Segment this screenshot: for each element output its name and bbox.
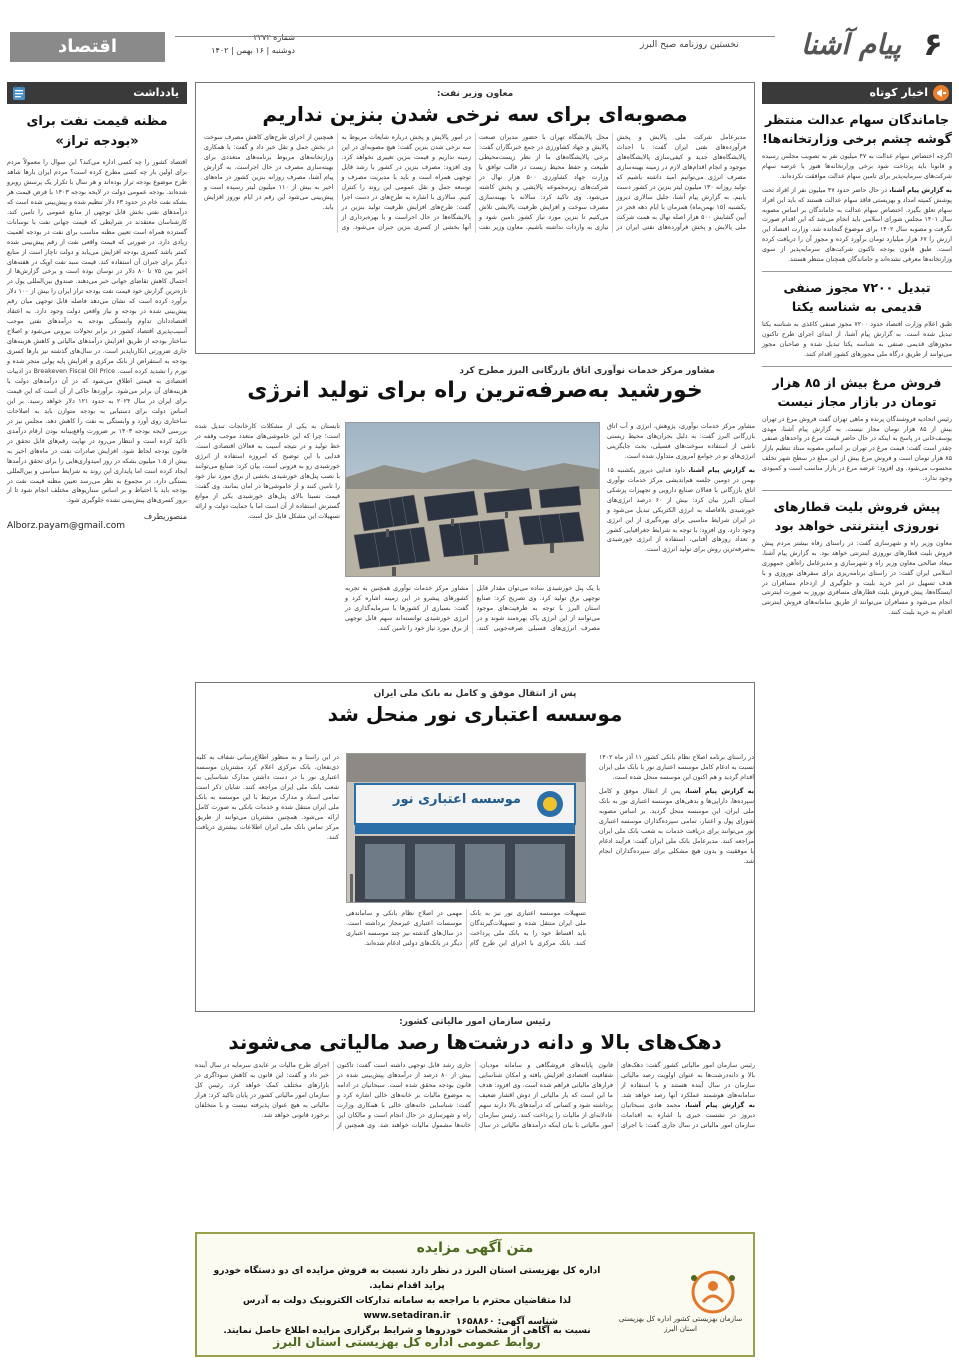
brief-body: رئیس اتحادیه فروشندگان پرنده و ماهی تهران گفت فروش مرغ در تهران بیش از ۸۵ هزار تومان مجاز نیست. به گزارش پیام آشنا، مهدی یوسف‌خانی در پاسخ به اینکه در حال حاضر قیمت مرغ در واحدهای صنفی چقدر است گفت: قیمت مرغ در تهران بر اساس مصوبه ستاد تنظیم بازار ۸۵ هزار تومان است و فروش مرغ بیش از این مبلغ در سطح شهر تخلف محسوب می‌شود. وی افزود: عرضه مرغ در بازار مناسب است و کمبودی وجود ندارد.: [762, 415, 952, 483]
article-headline: مصوبه‌ای برای سه نرخی شدن بنزین نداریم: [262, 102, 688, 126]
article-text: داود فدایی دیروز یکشنبه ۱۵ بهمن در دومین جلسه هم‌اندیشی مرکز خدمات نوآوری اتاق بازرگانی با فعالان صنایع دارویی و تجهیزات پزشکی استان البرز بیان کرد: بیش از ۶۰ درصد انرژی‌های خورشیدی بلافاصله به انرژی الکتریکی تبدیل می‌شود و در ایران شرایط مناسبی برای بهره‌گیری از این انرژی وجود دارد. وی افزود: با توجه به شرایط جغرافیایی کشور و تعداد روزهای آفتابی، استفاده از انرژی خورشیدی به‌صرفه‌ترین روش برای تولید انرژی است.: [607, 466, 755, 554]
article-under-photo-text: [346, 909, 586, 1009]
auction-ad: [195, 1232, 755, 1357]
ad-text: [212, 1264, 602, 1339]
note-headline: مظنه قیمت نفت برای «بودجه تراز»: [26, 114, 168, 149]
article-headline: خورشید به‌صرفه‌ترین راه برای تولید انرژی: [247, 378, 703, 403]
note-author: منصوریطرف: [143, 512, 187, 522]
news-brief-column: [762, 82, 952, 1357]
brief-item: [762, 497, 952, 618]
brief-text: در حال حاضر حدود ۴۷ میلیون نفر از افراد تحت پوشش کمیته امداد و بهزیستی فاقد سهام عدالت هستند که باید این افراد سهام تعلق بگیرد. اختصاص سهام عدالت به جاماندگان بر اساس مصوبه سال ۱۴۰۱ مجلس شورای اسلامی باید انجام می‌شد که این اقدام صورت نگرفت و مصوبه سال ۱۴۰۲ برای موضوع گنجانده شد. وزارت اقتصاد این ارزش را ۶۷ هزار میلیارد تومان برآورد کرده و مجوز آن را دریافت کرده است. طبق قانون بودجه تاکنون شرکت‌های سرمایه‌پذیر از سوی وزارتخانه‌ها معرفی نشده‌اند و جاماندگان همچنان منتظر هستند.: [762, 186, 952, 264]
article-text: محمد هادی سبحانیان دیروز در نشست خبری با اشاره به اقدامات سازمان امور مالیاتی در سال جاری گفت: با اجرای قانون پایانه‌های فروشگاهی و سامانه مودیان، شفافیت اقتصادی افزایش یافته و امکان شناسایی فرارهای مالیاتی فراهم شده است. وی افزود: هدف ما این است که بار مالیاتی از دوش اقشار ضعیف برداشته شود و کسانی که درآمدهای بالا دارند سهم عادلانه‌ای از مالیات را پرداخت کنند. رئیس سازمان امور مالیاتی با بیان اینکه درآمدهای مالیاتی در سال جاری رشد قابل توجهی داشته است گفت: تاکنون بیش از ۸۰ درصد از درآمدهای پیش‌بینی شده در قانون بودجه محقق شده است. سبحانیان در ادامه به موضوع مالیات بر خانه‌های خالی اشاره کرد و گفت: شناسایی خانه‌های خالی با همکاری وزارت راه و شهرسازی در حال انجام است و مالکان این خانه‌ها مشمول مالیات خواهند شد. وی همچنین از اجرای طرح مالیات بر عایدی سرمایه در سال آینده خبر داد و گفت: این قانون به کاهش سوداگری در بازارهای مختلف کمک خواهد کرد. رئیس کل سازمان امور مالیاتی کشور در پایان تاکید کرد: فرار مالیاتی به هیچ عنوان پذیرفته نیست و با متخلفان برخورد قانونی خواهد شد.: [195, 1062, 755, 1129]
ad-line-text: لذا متقاضیان محترم با مراجعه به سامانه تدارکات الکترونیک دولت به آدرس: [242, 1296, 572, 1306]
branch-building-image: [346, 754, 585, 903]
newspaper-logo: پیام آشنا: [800, 28, 902, 61]
article-lead: به گزارش پیام آشنا،: [684, 787, 754, 795]
article-body: [599, 787, 754, 867]
welfare-logo-text: سازمان بهزیستی کشور اداره کل بهزیستی استان البرز: [618, 1315, 743, 1333]
issue-date: دوشنبه | ۱۶ بهمن | ۱۴۰۲: [211, 46, 295, 55]
article-lead: به گزارش پیام آشنا،: [688, 466, 755, 474]
brief-item: [762, 110, 952, 182]
brief-item: [762, 186, 952, 265]
article-intro: در راستای برنامه اصلاح نظام بانکی کشور ۱۱ آذر ماه ۱۴۰۲ نسبت به ادغام کامل موسسه اعتباری نور با بانک ملی ایران اقدام گردید و هم اکنون این موسسه منحل شده است.: [599, 754, 754, 781]
brief-lead: به گزارش پیام آشنا،: [889, 186, 952, 194]
article-kicker: رئیس سازمان امور مالیاتی کشور:: [399, 1017, 551, 1027]
article-kicker: معاون وزیر نفت:: [436, 89, 514, 99]
brief-headline: فروش مرغ بیش از ۸۵ هزار تومان در بازار مجاز نیست: [772, 374, 942, 409]
brief-body: طبق اعلام وزارت اقتصاد حدود ۷۲۰۰ مجوز صنفی کاغذی به شناسه یکتا تبدیل شده است. به گزارش پیام آشنا، از ابتدای اجرای طرح تاکنون مجوزهای قدیمی صنفی به شناسه یکتا تبدیل شده و صاحبان مجوز می‌توانند از طریق درگاه ملی مجوزهای کشور اقدام کنند.: [762, 320, 952, 358]
article-body: با یک پنل خورشیدی ساده می‌توان مقدار قابل توجهی برق تولید کرد. وی تصریح کرد: صنایع استان البرز با توجه به ظرفیت‌های موجود می‌توانند از این انرژی پاک بهره‌مند شوند و در مصرف انرژی‌های فسیلی صرفه‌جویی کنند. مشاور مرکز خدمات نوآوری همچنین به تجربه کشورهای پیشرو در این زمینه اشاره کرد و گفت: بسیاری از کشورها با سرمایه‌گذاری در انرژی خورشیدی توانسته‌اند سهم قابل توجهی از برق مورد نیاز خود را تامین کنند.: [345, 585, 600, 632]
article-gasoline: [195, 82, 755, 354]
solar-panels-photo: [345, 422, 600, 577]
note-column: [7, 82, 187, 1357]
page-number: ۶: [923, 25, 943, 63]
article-kicker: پس از انتقال موفق و کامل به بانک ملی ایران: [373, 689, 577, 699]
article-solar: [195, 362, 755, 682]
article-body: در این راستا و به منظور اطلاع‌رسانی شفاف به کلیه ذی‌نفعان، بانک مرکزی اعلام کرد مشتریان موسسه اعتباری نور با در دست داشتن مدارک شناسایی به شعب بانک ملی ایران مراجعه کنند. شایان ذکر است تمامی اسناد و مدارک مرتبط با این موسسه به بانک ملی ایران منتقل شده و خدمات بانکی به صورت کامل ارائه می‌شود. همچنین مشتریان می‌توانند از طریق مرکز تماس بانک ملی ایران اطلاعات بیشتری دریافت کنند.: [196, 754, 339, 841]
solar-farm-image: [345, 423, 599, 577]
notepad-icon: [11, 85, 27, 101]
brief-body: معاون وزیر راه و شهرسازی گفت: در راستای رفاه بیشتر مردم پیش فروش بلیت قطارهای نوروزی اینترنتی خواهد بود. به گزارش پیام آشنا، میعاد صالحی معاون وزیر راه و شهرسازی و مدیرعامل راه‌آهن جمهوری اسلامی ایران گفت: در راستای برنامه‌ریزی برای سفرهای نوروزی و با هدف تسهیل در امر خرید بلیت و جلوگیری از ازدحام مسافران در ایستگاه‌ها، پیش فروش بلیت قطارهای مسافری نوروز به صورت اینترنتی انجام می‌شود و مسافران می‌توانند از طریق سامانه‌های فروش اینترنتی اقدام به خرید بلیت کنند.: [762, 539, 952, 617]
article-headline: موسسه اعتباری نور منحل شد: [327, 702, 623, 726]
article-left-text: [196, 753, 339, 1008]
article-body: مدیرعامل شرکت ملی پالایش و پخش فرآورده‌های نفتی ایران گفت: با احداث پالایشگاه‌های جدید و کیفی‌سازی پالایشگاه‌های موجود و انجام اقدام‌های لازم در زمینه بهینه‌سازی مصرف انرژی می‌توانیم امید داشته باشیم که تولید روزانه ۱۳۰ میلیون لیتر بنزین در کشور دست یابیم. به گزارش پیام آشنا، جلیل سالاری دیروز یکشنبه (۱۵ بهمن‌ماه) همزمان با ایام دهه فجر در آیین گشایش ۵۰۰ هزار اصله نهال به همت شرکت ملی پالایش و پخش فرآورده‌های نفتی ایران در محل پالایشگاه تهران با حضور مدیران صنعت پالایش و جهاد کشاورزی در جمع خبرنگاران گفت: برخی پالایشگاه‌های ما از نظر زیست‌محیطی طبیعت و حفظ محیط زیست در قالب توافق با وزارت جهاد کشاورزی ۵۰۰ هزار نهال در شرکت‌های زیرمجموعه پالایشی و پخش کاشته می‌شود. وی تاکید کرد: سالانه با بهینه‌سازی مصرف سوخت و افزایش ظرفیت پالایشی تلاش می‌کنیم تا بنزین مورد نیاز کشور تامین شود و نیازی به واردات نداشته باشیم. معاون وزیر نفت در امور پالایش و پخش درباره شایعات مربوط به سه نرخی شدن بنزین گفت: هیچ مصوبه‌ای در این زمینه نداریم و قیمت بنزین تغییری نخواهد کرد. وی افزود: مصرف بنزین در کشور با رشد قابل توجهی همراه است و باید با مدیریت مصرف و توسعه حمل و نقل عمومی این روند را کنترل کنیم. سالاری با اشاره به طرح‌های در دست اجرا گفت: طرح‌های افزایش ظرفیت تولید بنزین در پالایشگاه‌ها در حال اجراست و با بهره‌برداری از آنها بخشی از کسری بنزین جبران می‌شود. وی همچنین از اجرای طرح‌های کاهش مصرف سوخت در بخش حمل و نقل خبر داد و گفت: با همکاری وزارتخانه‌های مربوط برنامه‌های متعددی برای بهینه‌سازی مصرف در حال اجراست. به گزارش پیام آشنا، مصرف روزانه بنزین کشور در ماه‌های اخیر به بیش از ۱۱۰ میلیون لیتر رسیده است و پیش‌بینی می‌شود این رقم در ایام نوروز افزایش یابد.: [204, 134, 747, 231]
ad-line: نسبت به آگاهی از مشخصات خودروها و شرایط برگزاری مزایده اطلاع حاصل نمایند.: [223, 1326, 591, 1336]
ad-signature: روابط عمومی اداره کل بهزیستی استان البرز: [273, 1335, 541, 1349]
issue-number: شماره ۲۲۷۲: [253, 33, 295, 42]
masthead-divider: [175, 36, 775, 37]
article-credit-institution: [195, 682, 755, 1012]
article-intro: مشاور مرکز خدمات نوآوری، پژوهش، انرژی و آب اتاق بازرگانی البرز گفت: به دلیل بحران‌های محیط زیستی ناشی از استفاده سوخت‌های فسیلی، بحث جایگزینی انرژی‌های نو در جوامع امروزی متداول شده است.: [607, 423, 755, 460]
article-headline: دهک‌های بالا و دانه درشت‌ها رصد مالیاتی می‌شوند: [228, 1030, 722, 1054]
article-lead: به گزارش پیام آشنا،: [685, 1101, 755, 1109]
ad-code: شناسه آگهی: ۱۶۵۸۸۶۰: [456, 1317, 558, 1327]
note-header: [7, 82, 187, 104]
article-intro: رئیس سازمان امور مالیاتی کشور گفت: دهک‌های بالا و دانه‌درشت‌ها به عنوان اولویت رصد مالیاتی سازمان در سال آینده هستند و با استفاده از سامانه‌های هوشمند عملکرد آنها رصد خواهد شد.: [621, 1062, 755, 1099]
ad-url[interactable]: www.setadiran.ir: [363, 1311, 451, 1321]
section-label: اقتصاد: [10, 32, 165, 62]
brief-headline: تبدیل ۷۲۰۰ مجوز صنفی قدیمی به شناسه یکتا: [783, 279, 931, 314]
masthead: [0, 0, 959, 72]
article-under-photo-text: [345, 584, 600, 679]
article-body: تسهیلات موسسه اعتباری نور نیز به بانک ملی ایران منتقل شده و تسهیلات‌گیرندگان باید اقساط خود را به بانک ملی پرداخت کنند. بانک مرکزی با اجرای این طرح گام مهمی در اصلاح نظام بانکی و ساماندهی موسسات اعتباری غیرمجاز برداشته است. در سال‌های گذشته نیز چند موسسه اعتباری دیگر در بانک‌های دولتی ادغام شده‌اند.: [346, 910, 586, 947]
article-left-text: [195, 422, 340, 677]
brief-headline: پیش فروش بلیت قطارهای نوروزی اینترنتی خواهد بود: [773, 498, 941, 533]
bank-branch-photo: [346, 753, 586, 903]
note-header-title: یادداشت: [133, 86, 179, 99]
brief-item: [762, 278, 952, 360]
brief-item: [762, 373, 952, 484]
article-right-text: [607, 422, 755, 677]
divider: [762, 366, 952, 367]
article-tax: [195, 1017, 755, 1227]
article-body: تابستان به یکی از مشکلات کارخانجات تبدیل شده است؛ چرا که این خاموشی‌های متعدد موجب وقفه در خط تولید و در نتیجه آسیب به فعالان اقتصادی است. فدایی با این توضیح که امروزه استفاده از انرژی خورشیدی رو به فزونی است، بیان کرد: صنایع می‌توانند با نصب پنل‌های خورشیدی بخشی از برق مورد نیاز خود را تامین کنند و از خاموشی‌ها در امان بمانند. وی گفت: قیمت نسبتا بالای پنل‌های خورشیدی یکی از موانع گسترش استفاده از آن است اما با حمایت دولت و ارائه تسهیلات این مشکل قابل حل است.: [195, 423, 340, 520]
issue-info: [185, 31, 295, 57]
branch-sign-text: موسسه اعتباری نور: [393, 792, 521, 807]
news-brief-header: [762, 82, 952, 104]
ad-line: اداره کل بهزیستی استان البرز در نظر دارد نسبت به فروش مزایده ای دو دستگاه خودرو پراید اقدام نماید.: [213, 1266, 601, 1291]
contact-email[interactable]: Alborz.payam@gmail.com: [7, 521, 126, 532]
news-brief-title: اخبار کوتاه: [869, 86, 928, 99]
ad-title: متن آگهی مزایده: [416, 1240, 534, 1256]
brief-headline: جاماندگان سهام عدالت منتظر گوشه چشم برخی وزارتخانه‌ها!: [762, 112, 952, 146]
megaphone-icon: [933, 85, 949, 101]
note-body: اقتصاد کشور را چه کسی اداره می‌کند؟ این سوال را معمولاً مردم برای اولین بار چه کسی مطرح کرده است؟ مردم ایران بارها شاهد طرح موضوع بودجه تراز بوده‌اند و هر سال با تکرار یک پرسش روبرو شده‌اند. بودجه عمومی دولت در لایحه بودجه ۱۴۰۳ با فرض قیمت هر بشکه نفت خام در حدود ۶۳ دلار تنظیم شده و پیش‌بینی شده است که درآمدهای نفتی بخش قابل توجهی از منابع عمومی را تامین کند. کارشناسان معتقدند در شرایطی که قیمت جهانی نفت با نوسانات گسترده همراه است تعیین مظنه مناسب برای نفت در بودجه اهمیت زیادی دارد. در صورتی که قیمت واقعی نفت از رقم پیش‌بینی شده کمتر باشد کسری بودجه افزایش می‌یابد و دولت ناچار است از منابع دیگر برای جبران آن استفاده کند. قیمت سبد نفت اوپک در هفته‌های اخیر بین ۷۵ تا ۸۰ دلار در نوسان بوده است و برخی گزارش‌ها از احتمال کاهش تقاضای جهانی خبر می‌دهند. صندوق بین‌المللی پول در تازه‌ترین گزارش خود قیمت نفت بودجه تراز ایران را بیش از ۱۰۰ دلار برآورد کرده است که نشان می‌دهد فاصله قابل توجهی میان رقم پیش‌بینی شده در بودجه و نیاز واقعی دولت وجود دارد. به اعتقاد اقتصاددانان تداوم وابستگی بودجه به درآمدهای نفتی موجب آسیب‌پذیری اقتصاد کشور در برابر تحولات بیرونی می‌شود و اصلاح ساختار بودجه از طریق افزایش درآمدهای مالیاتی و کاهش هزینه‌های جاری ضرورتی انکارناپذیر است. در سال‌های گذشته نیز بارها کسری بودجه به استقراض از بانک مرکزی و افزایش پایه پولی منجر شده و تورم را تشدید کرده است. Breakeven Fiscal Oil Price در ادبیات اقتصادی به قیمتی اطلاق می‌شود که در آن درآمدهای دولت با هزینه‌های آن برابر می‌شود. برآوردها حاکی از آن است که این قیمت برای ایران در سال ۲۰۲۴ به حدود ۱۲۱ دلار خواهد رسید. بر این اساس دولت برای دستیابی به بودجه متوازن باید به اصلاحات ساختاری روی آورد و وابستگی به نفت را کاهش دهد. مجلس نیز در بررسی لایحه بودجه ۱۴۰۳ بر ضرورت واقع‌بینانه بودن ارقام درآمدی تاکید کرده است و انتظار می‌رود در نهایت رقم‌های قابل تحقق در قانون بودجه لحاظ شود. افزایش صادرات نفت در ماه‌های اخیر به بیش از ۱.۵ میلیون بشکه در روز امیدواری‌هایی را برای تحقق درآمدها ایجاد کرده است اما پایداری این روند به شرایط سیاسی و بین‌المللی بستگی دارد. در مجموع به نظر می‌رسد تعیین مظنه قیمت نفت در بودجه باید با احتیاط و بر اساس سناریوهای مختلف انجام شود تا از بروز کسری‌های پیش‌بینی نشده جلوگیری شود.: [7, 159, 187, 505]
brief-body: [762, 186, 952, 265]
article-body: [195, 1061, 755, 1131]
article-kicker: مشاور مرکز خدمات نوآوری اتاق بازرگانی البرز مطرح کرد: [459, 366, 715, 376]
main-column: [195, 82, 755, 1357]
article-text: پس از انتقال موفق و کامل سپرده‌ها، دارایی‌ها و بدهی‌های موسسه اعتباری نور به بانک ملی ایران، این موسسه منحل گردید. بر اساس مصوبه شورای پول و اعتبار، تمامی سپرده‌گذاران موسسه اعتباری نور می‌توانند برای دریافت خدمات به شعب بانک ملی ایران مراجعه کنند. مدیرعامل بانک ملی ایران گفت: فرآیند ادغام با موفقیت و بدون هیچ مشکلی برای سپرده‌گذاران انجام شد.: [599, 787, 754, 865]
brief-body: اگرچه اختصاص سهام عدالت به ۴۷ میلیون نفر به تصویب مجلس رسیده و قانونا باید پرداخت شود برخی وزارتخانه‌ها هنوز با عرضه سهام شرکت‌های سرمایه‌پذیر برای تامین سهام عدالت موافقت نکرده‌اند.: [762, 153, 952, 180]
masthead-tagline: نخستین روزنامه صبح البرز: [640, 40, 739, 50]
divider: [762, 490, 952, 491]
article-right-text: [599, 753, 754, 1008]
article-body: [607, 466, 755, 556]
divider: [762, 271, 952, 272]
